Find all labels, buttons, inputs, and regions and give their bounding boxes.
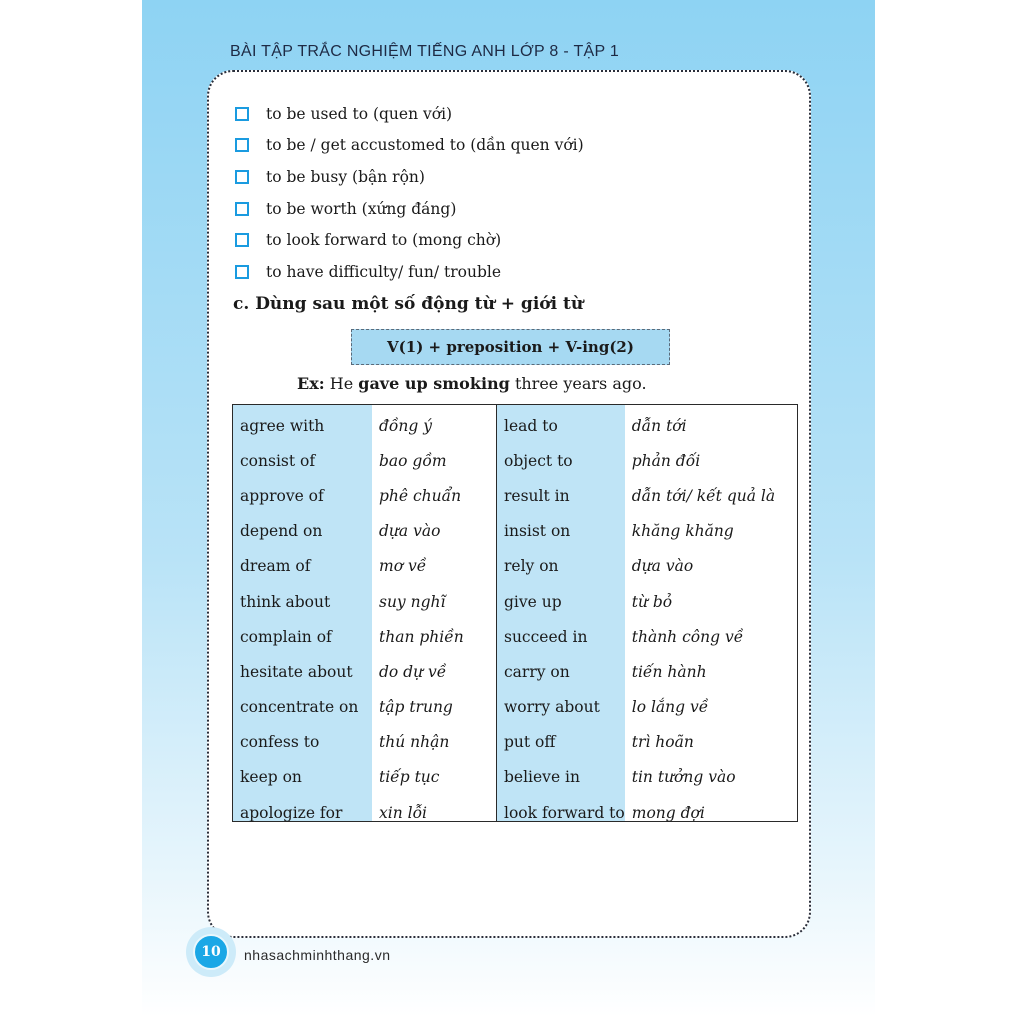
phrase-en: agree with (240, 416, 325, 435)
phrase-en: worry about (504, 698, 600, 717)
phrase-en: apologize for (240, 803, 343, 822)
phrase-vi: dẫn tới/ kết quả là (631, 486, 776, 505)
phrase-vi: mong đợi (631, 803, 705, 822)
phrase-vi: thành công về (631, 627, 744, 646)
bullet-text: to be / get accustomed to (dần quen với) (266, 136, 584, 155)
example-text-start: He (329, 374, 354, 393)
phrase-vi: xin lỗi (379, 803, 428, 822)
bullet-item (233, 98, 584, 130)
checkbox-square-icon (235, 233, 249, 247)
example-sentence (297, 374, 647, 393)
bullet-text: to be busy (bận rộn) (266, 167, 425, 186)
checkbox-square-icon (235, 265, 249, 279)
bullet-list (233, 98, 584, 288)
page-number-badge (186, 927, 236, 977)
phrase-vi: do dự về (379, 662, 447, 681)
phrase-en: carry on (504, 662, 570, 681)
bullet-item (233, 130, 584, 162)
phrase-en: approve of (240, 486, 324, 505)
vocabulary-table (232, 404, 798, 822)
phrase-en: depend on (240, 522, 323, 541)
phrase-vi: thú nhận (379, 733, 450, 752)
page-number: 10 (193, 934, 229, 970)
phrase-vi: mơ về (379, 557, 427, 576)
phrase-vi: phản đối (631, 451, 701, 470)
phrase-en: hesitate about (240, 662, 353, 681)
phrase-en: confess to (240, 733, 320, 752)
section-heading: c. Dùng sau một số động từ + giới từ (233, 294, 584, 314)
english-column (233, 405, 372, 821)
phrase-vi: đồng ý (379, 416, 432, 435)
phrase-en: dream of (240, 557, 311, 576)
book-title-header: BÀI TẬP TRẮC NGHIỆM TIẾNG ANH LỚP 8 - TẬP 1 (230, 43, 620, 60)
phrase-en: lead to (504, 416, 558, 435)
website-footer: nhasachminhthang.vn (244, 947, 391, 963)
phrase-vi: khăng khăng (631, 522, 734, 541)
table-right-half (497, 405, 776, 822)
phrase-en: insist on (504, 522, 571, 541)
phrase-en: give up (504, 592, 562, 611)
bullet-text: to have difficulty/ fun/ trouble (266, 262, 502, 281)
formula-box: V(1) + preposition + V-ing(2) (351, 329, 670, 365)
checkbox-square-icon (235, 107, 249, 121)
phrase-vi: từ bỏ (631, 592, 673, 611)
phrase-en: result in (504, 486, 570, 505)
phrase-vi: than phiền (379, 627, 464, 646)
phrase-vi: dẫn tới (631, 416, 687, 435)
phrase-vi: tiếp tục (379, 768, 440, 787)
phrase-en: concentrate on (240, 698, 359, 717)
bullet-text: to be used to (quen với) (266, 104, 453, 123)
phrase-en: believe in (504, 768, 580, 787)
phrase-vi: bao gồm (379, 451, 447, 470)
checkbox-square-icon (235, 138, 249, 152)
checkbox-square-icon (235, 170, 249, 184)
phrase-vi: tiến hành (631, 662, 707, 681)
bullet-item (233, 256, 584, 288)
checkbox-square-icon (235, 202, 249, 216)
phrase-vi: lo lắng về (631, 698, 709, 717)
phrase-en: succeed in (504, 627, 588, 646)
phrase-vi: dựa vào (379, 522, 441, 541)
example-highlight: gave up smoking (358, 374, 510, 393)
vietnamese-column (625, 405, 775, 821)
vietnamese-column (372, 405, 496, 821)
phrase-en: rely on (504, 557, 559, 576)
example-text-end: three years ago. (514, 374, 647, 393)
bullet-item (233, 224, 584, 256)
phrase-en: complain of (240, 627, 332, 646)
bullet-item (233, 161, 584, 193)
english-column (497, 405, 625, 821)
phrase-vi: tập trung (379, 698, 453, 717)
phrase-vi: trì hoãn (631, 733, 694, 752)
phrase-vi: tin tưởng vào (631, 768, 736, 787)
example-label: Ex: (297, 374, 325, 393)
phrase-vi: phê chuẩn (379, 486, 462, 505)
phrase-vi: suy nghĩ (379, 592, 446, 611)
bullet-text: to look forward to (mong chờ) (266, 231, 502, 250)
phrase-en: keep on (240, 768, 302, 787)
phrase-en: look forward to (504, 803, 625, 822)
bullet-text: to be worth (xứng đáng) (266, 199, 457, 218)
phrase-en: put off (504, 733, 556, 752)
phrase-en: object to (504, 451, 573, 470)
phrase-en: think about (240, 592, 331, 611)
phrase-vi: dựa vào (631, 557, 694, 576)
phrase-en: consist of (240, 451, 316, 470)
bullet-item (233, 193, 584, 225)
table-left-half (233, 405, 497, 821)
